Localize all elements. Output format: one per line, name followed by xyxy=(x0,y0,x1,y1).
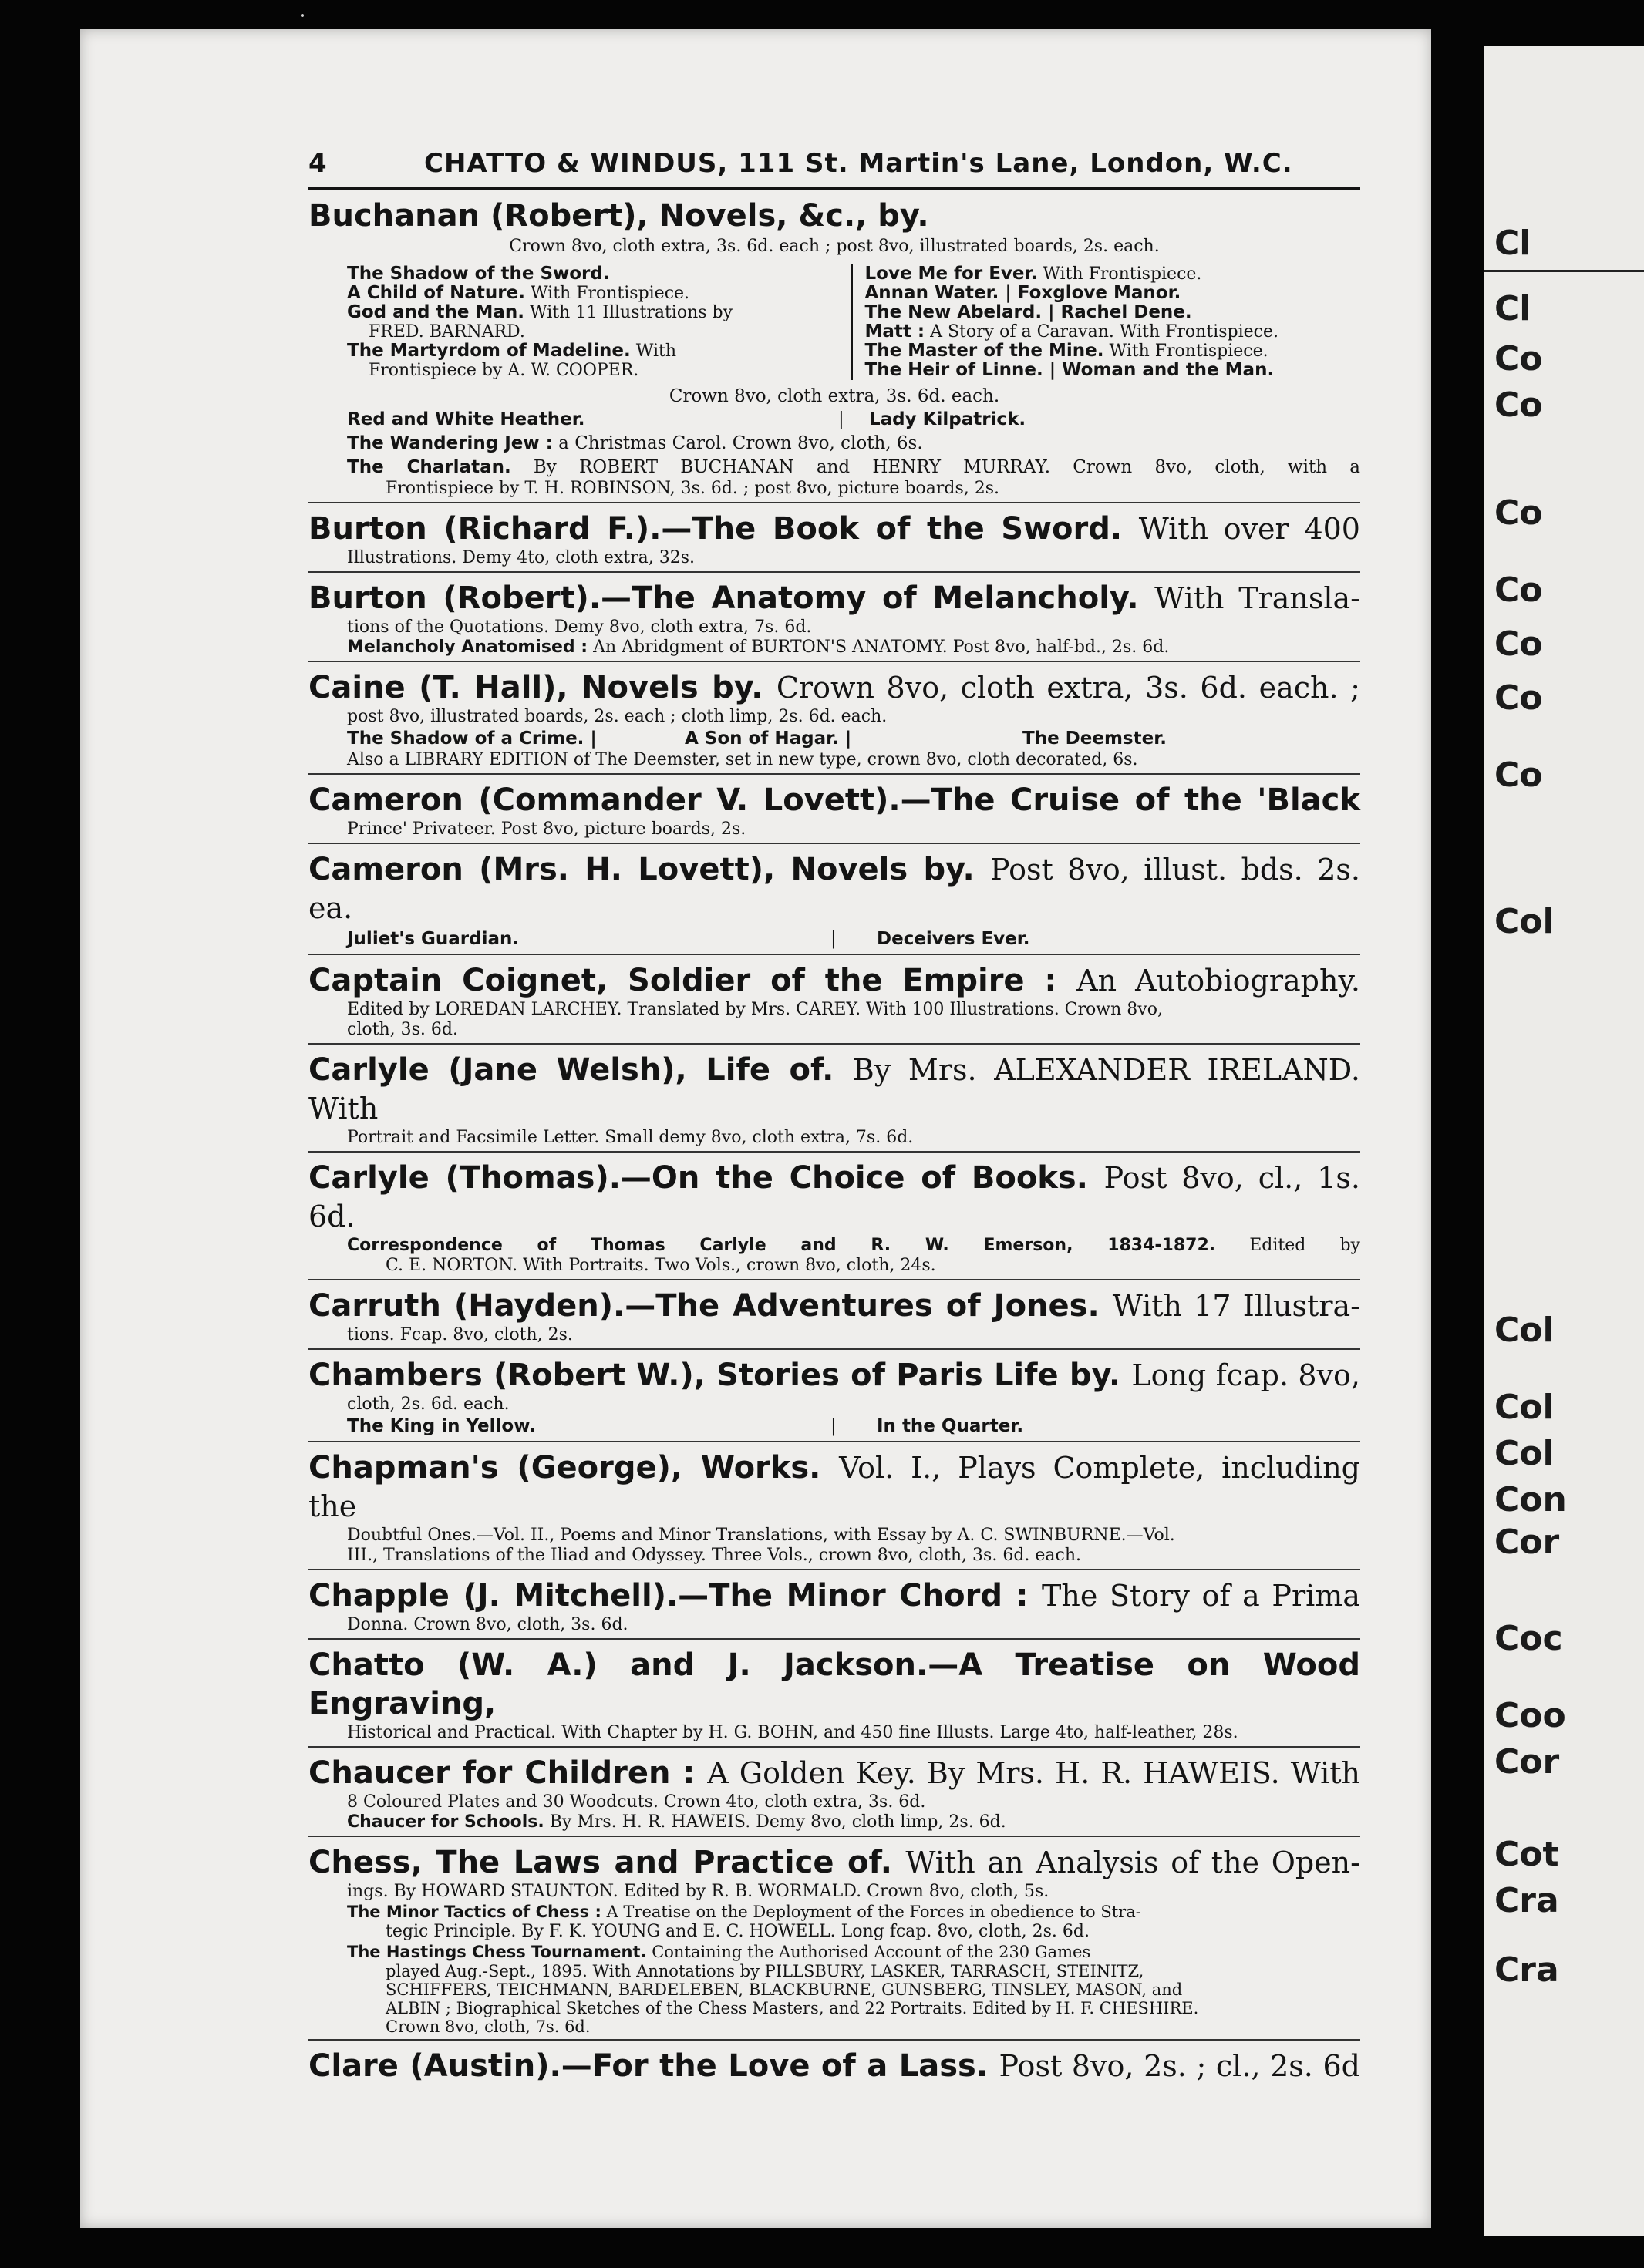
list-item: The Master of the Mine. With Frontispiece. xyxy=(864,341,1268,361)
entry-heading: Chaucer for Children : A Golden Key. By Mrs. H. R. HAWEIS. With xyxy=(308,1755,1361,1791)
entry-line: Correspondence of Thomas Carlyle and R. W. Emerson, 1834-1872. Edited by xyxy=(347,1236,1360,1255)
right-frag: Coo xyxy=(1494,1696,1566,1735)
left-column xyxy=(347,264,853,380)
right-frag: Con xyxy=(1494,1480,1567,1519)
entry-caine xyxy=(308,662,1360,775)
book-title: Deceivers Ever. xyxy=(877,929,1030,949)
right-frag: Coc xyxy=(1494,1619,1563,1658)
scan-speck xyxy=(301,14,304,17)
separator: | xyxy=(838,409,844,429)
entry-line: 8 Coloured Plates and 30 Woodcuts. Crown 4to, cloth extra, 3s. 6d. xyxy=(347,1792,926,1812)
book-title: The Shadow of a Crime. | xyxy=(347,729,597,749)
entry-line: Illustrations. Demy 4to, cloth extra, 32s. xyxy=(347,548,696,567)
list-item: The Shadow of the Sword. xyxy=(347,264,610,284)
entry-heading: Carlyle (Jane Welsh), Life of. By Mrs. ALEXANDER IRELAND. With xyxy=(308,1052,1360,1126)
right-frag: Co xyxy=(1494,678,1543,718)
entry-format: Crown 8vo, cloth extra, 3s. 6d. each. xyxy=(669,386,1000,406)
right-frag: Cl xyxy=(1494,289,1531,328)
entry-line: The Charlatan. By ROBERT BUCHANAN and HENRY MURRAY. Crown 8vo, cloth, with a xyxy=(347,457,1360,477)
entry-line: Donna. Crown 8vo, cloth, 3s. 6d. xyxy=(347,1615,628,1634)
entry-format: Crown 8vo, cloth extra, 3s. 6d. each ; post 8vo, illustrated boards, 2s. each. xyxy=(509,237,1160,256)
list-item: The New Abelard. | Rachel Dene. xyxy=(864,302,1192,322)
entry-chaucer xyxy=(308,1748,1360,1837)
right-frag: Col xyxy=(1494,902,1555,941)
entry-line: ALBIN ; Biographical Sketches of the Chess Masters, and 22 Portraits. Edited by H. F. CHESHIRE. xyxy=(386,1999,1199,2017)
entry-line: C. E. NORTON. With Portraits. Two Vols., crown 8vo, cloth, 24s. xyxy=(386,1256,936,1275)
entry-line: Prince' Privateer. Post 8vo, picture boards, 2s. xyxy=(347,819,746,839)
book-title: The Deemster. xyxy=(1022,729,1167,749)
book-title: Juliet's Guardian. xyxy=(347,929,520,949)
entry-line: tions. Fcap. 8vo, cloth, 2s. xyxy=(347,1325,573,1344)
right-rule xyxy=(1484,270,1644,272)
list-item: Love Me for Ever. With Frontispiece. xyxy=(864,264,1202,284)
book-title: Lady Kilpatrick. xyxy=(869,409,1026,429)
running-title: CHATTO & WINDUS, 111 St. Martin's Lane, London, W.C. xyxy=(424,148,1293,179)
entry-chess xyxy=(308,1837,1360,2041)
entry-carruth xyxy=(308,1280,1360,1350)
entry-heading: Burton (Robert).—The Anatomy of Melancholy. With Transla- xyxy=(308,580,1361,616)
entry-carlyle-jane xyxy=(308,1045,1360,1153)
entry-heading: Cameron (Mrs. H. Lovett), Novels by. Post 8vo, illust. bds. 2s. ea. xyxy=(308,852,1360,925)
title-pair xyxy=(308,408,1360,431)
right-frag: Co xyxy=(1494,493,1543,533)
entry-chapple xyxy=(308,1570,1360,1640)
entry-heading: Chatto (W. A.) and J. Jackson.—A Treatise on Wood Engraving, xyxy=(308,1647,1360,1721)
entry-line: tions of the Quotations. Demy 8vo, cloth extra, 7s. 6d. xyxy=(347,617,812,637)
right-frag: Cor xyxy=(1494,1523,1560,1562)
title-pair xyxy=(308,927,1360,951)
entry-line: Frontispiece by T. H. ROBINSON, 3s. 6d. ; post 8vo, picture boards, 2s. xyxy=(386,479,1000,498)
entry-chapman xyxy=(308,1442,1360,1570)
entry-line: Also a LIBRARY EDITION of The Deemster, set in new type, crown 8vo, cloth decorated, 6s. xyxy=(347,750,1138,769)
list-item: The Heir of Linne. | Woman and the Man. xyxy=(864,360,1275,380)
entry-line: ings. By HOWARD STAUNTON. Edited by R. B. WORMALD. Crown 8vo, cloth, 5s. xyxy=(347,1882,1049,1901)
title-pair xyxy=(308,1415,1360,1438)
entry-chambers xyxy=(308,1350,1360,1442)
separator: | xyxy=(830,1416,837,1436)
book-title: Red and White Heather. xyxy=(347,409,585,429)
entry-line: Edited by LOREDAN LARCHEY. Translated by Mrs. CAREY. With 100 Illustrations. Crown 8vo, xyxy=(347,1000,1163,1019)
entry-line: The Minor Tactics of Chess : A Treatise on the Deployment of the Forces in obedience to Stra- xyxy=(347,1903,1141,1921)
entry-line: The Hastings Chess Tournament. Containing the Authorised Account of the 230 Games xyxy=(347,1943,1091,1961)
entry-line: III., Translations of the Iliad and Odyssey. Three Vols., crown 8vo, cloth, 3s. 6d. each. xyxy=(347,1546,1082,1565)
right-frag: Cra xyxy=(1494,1881,1559,1920)
list-item: Matt : A Story of a Caravan. With Frontispiece. xyxy=(864,321,1278,342)
book-title: A Son of Hagar. | xyxy=(685,729,852,749)
right-frag: Cl xyxy=(1494,224,1531,263)
entry-chatto xyxy=(308,1640,1360,1748)
entry-burton-robert xyxy=(308,573,1360,662)
entry-line: cloth, 2s. 6d. each. xyxy=(347,1395,510,1414)
right-frag: Co xyxy=(1494,339,1543,379)
right-frag: Col xyxy=(1494,1388,1555,1427)
entry-line: The Wandering Jew : a Christmas Carol. Crown 8vo, cloth, 6s. xyxy=(347,433,923,453)
entry-buchanan xyxy=(308,190,1360,503)
entry-heading: Caine (T. Hall), Novels by. Crown 8vo, cloth extra, 3s. 6d. each. ; xyxy=(308,670,1360,705)
entry-heading: Cameron (Commander V. Lovett).—The Cruise of the 'Black xyxy=(308,782,1360,818)
right-frag: Cot xyxy=(1494,1835,1559,1874)
right-frag: Cor xyxy=(1494,1742,1560,1782)
list-item: Annan Water. | Foxglove Manor. xyxy=(864,283,1181,303)
entry-heading: Carruth (Hayden).—The Adventures of Jones. With 17 Illustra- xyxy=(308,1288,1360,1324)
entry-line: cloth, 3s. 6d. xyxy=(347,1020,458,1039)
list-item: God and the Man. With 11 Illustrations by xyxy=(347,302,733,322)
list-item: A Child of Nature. With Frontispiece. xyxy=(347,283,690,303)
entry-heading: Chapman's (George), Works. Vol. I., Plays Complete, including the xyxy=(308,1450,1360,1523)
right-page-fragment xyxy=(1484,46,1644,2236)
right-frag: Cra xyxy=(1494,1950,1559,1990)
right-frag: Co xyxy=(1494,755,1543,795)
entry-heading: Chess, The Laws and Practice of. With an Analysis of the Open- xyxy=(308,1845,1360,1880)
entry-heading: Captain Coignet, Soldier of the Empire : An Autobiography. xyxy=(308,963,1360,998)
separator: | xyxy=(830,929,837,949)
right-frag: Co xyxy=(1494,624,1543,664)
right-frag: Co xyxy=(1494,385,1543,425)
entry-line: SCHIFFERS, TEICHMANN, BARDELEBEN, BLACKBURNE, GUNSBERG, TINSLEY, MASON, and xyxy=(386,1980,1183,1999)
entry-line: Melancholy Anatomised : An Abridgment of BURTON'S ANATOMY. Post 8vo, half-bd., 2s. 6d. xyxy=(347,638,1170,657)
page-content xyxy=(308,148,1360,2088)
entry-line: Chaucer for Schools. By Mrs. H. R. HAWEIS. Demy 8vo, cloth limp, 2s. 6d. xyxy=(347,1812,1006,1832)
entry-line: Historical and Practical. With Chapter by H. G. BOHN, and 450 fine Illusts. Large 4to, half-leather, 28s. xyxy=(347,1723,1238,1742)
entry-line: Crown 8vo, cloth, 7s. 6d. xyxy=(386,2017,591,2036)
entry-line: tegic Principle. By F. K. YOUNG and E. C. HOWELL. Long fcap. 8vo, cloth, 2s. 6d. xyxy=(386,1922,1090,1941)
entry-heading: Chapple (J. Mitchell).—The Minor Chord : The Story of a Prima xyxy=(308,1578,1360,1614)
list-item: FRED. BARNARD. xyxy=(369,322,525,342)
book-title: In the Quarter. xyxy=(877,1416,1024,1436)
right-frag: Col xyxy=(1494,1311,1555,1350)
entry-line: Doubtful Ones.—Vol. II., Poems and Minor Translations, with Essay by A. C. SWINBURNE.—Vol. xyxy=(347,1526,1175,1545)
title-trio xyxy=(308,727,1360,750)
entry-clare xyxy=(308,2041,1360,2088)
entry-heading: Carlyle (Thomas).—On the Choice of Books. Post 8vo, cl., 1s. 6d. xyxy=(308,1160,1360,1233)
right-column xyxy=(853,264,1361,380)
list-item: Frontispiece by A. W. COOPER. xyxy=(369,361,639,380)
entry-heading: Chambers (Robert W.), Stories of Paris Life by. Long fcap. 8vo, xyxy=(308,1358,1360,1393)
running-head xyxy=(308,148,1360,183)
right-frag: Col xyxy=(1494,1434,1555,1473)
entry-line: Portrait and Facsimile Letter. Small demy 8vo, cloth extra, 7s. 6d. xyxy=(347,1128,914,1147)
entry-heading: Buchanan (Robert), Novels, &c., by. xyxy=(308,198,929,234)
entry-cameron-mrs xyxy=(308,844,1360,955)
page-number: 4 xyxy=(308,148,328,179)
entry-heading: Clare (Austin).—For the Love of a Lass. Post 8vo, 2s. ; cl., 2s. 6d xyxy=(308,2048,1360,2084)
title-columns xyxy=(308,264,1360,380)
list-item: The Martyrdom of Madeline. With xyxy=(347,341,677,361)
entry-line: post 8vo, illustrated boards, 2s. each ; cloth limp, 2s. 6d. each. xyxy=(347,707,888,726)
entry-cameron-commander xyxy=(308,775,1360,844)
entry-line: played Aug.-Sept., 1895. With Annotations by PILLSBURY, LASKER, TARRASCH, STEINITZ, xyxy=(386,1962,1144,1980)
right-frag: Co xyxy=(1494,570,1543,610)
entry-carlyle-thomas xyxy=(308,1153,1360,1280)
entry-captain-coignet xyxy=(308,955,1360,1045)
entry-burton-richard xyxy=(308,503,1360,573)
entry-heading: Burton (Richard F.).—The Book of the Sword. With over 400 xyxy=(308,511,1360,547)
book-title: The King in Yellow. xyxy=(347,1416,536,1436)
